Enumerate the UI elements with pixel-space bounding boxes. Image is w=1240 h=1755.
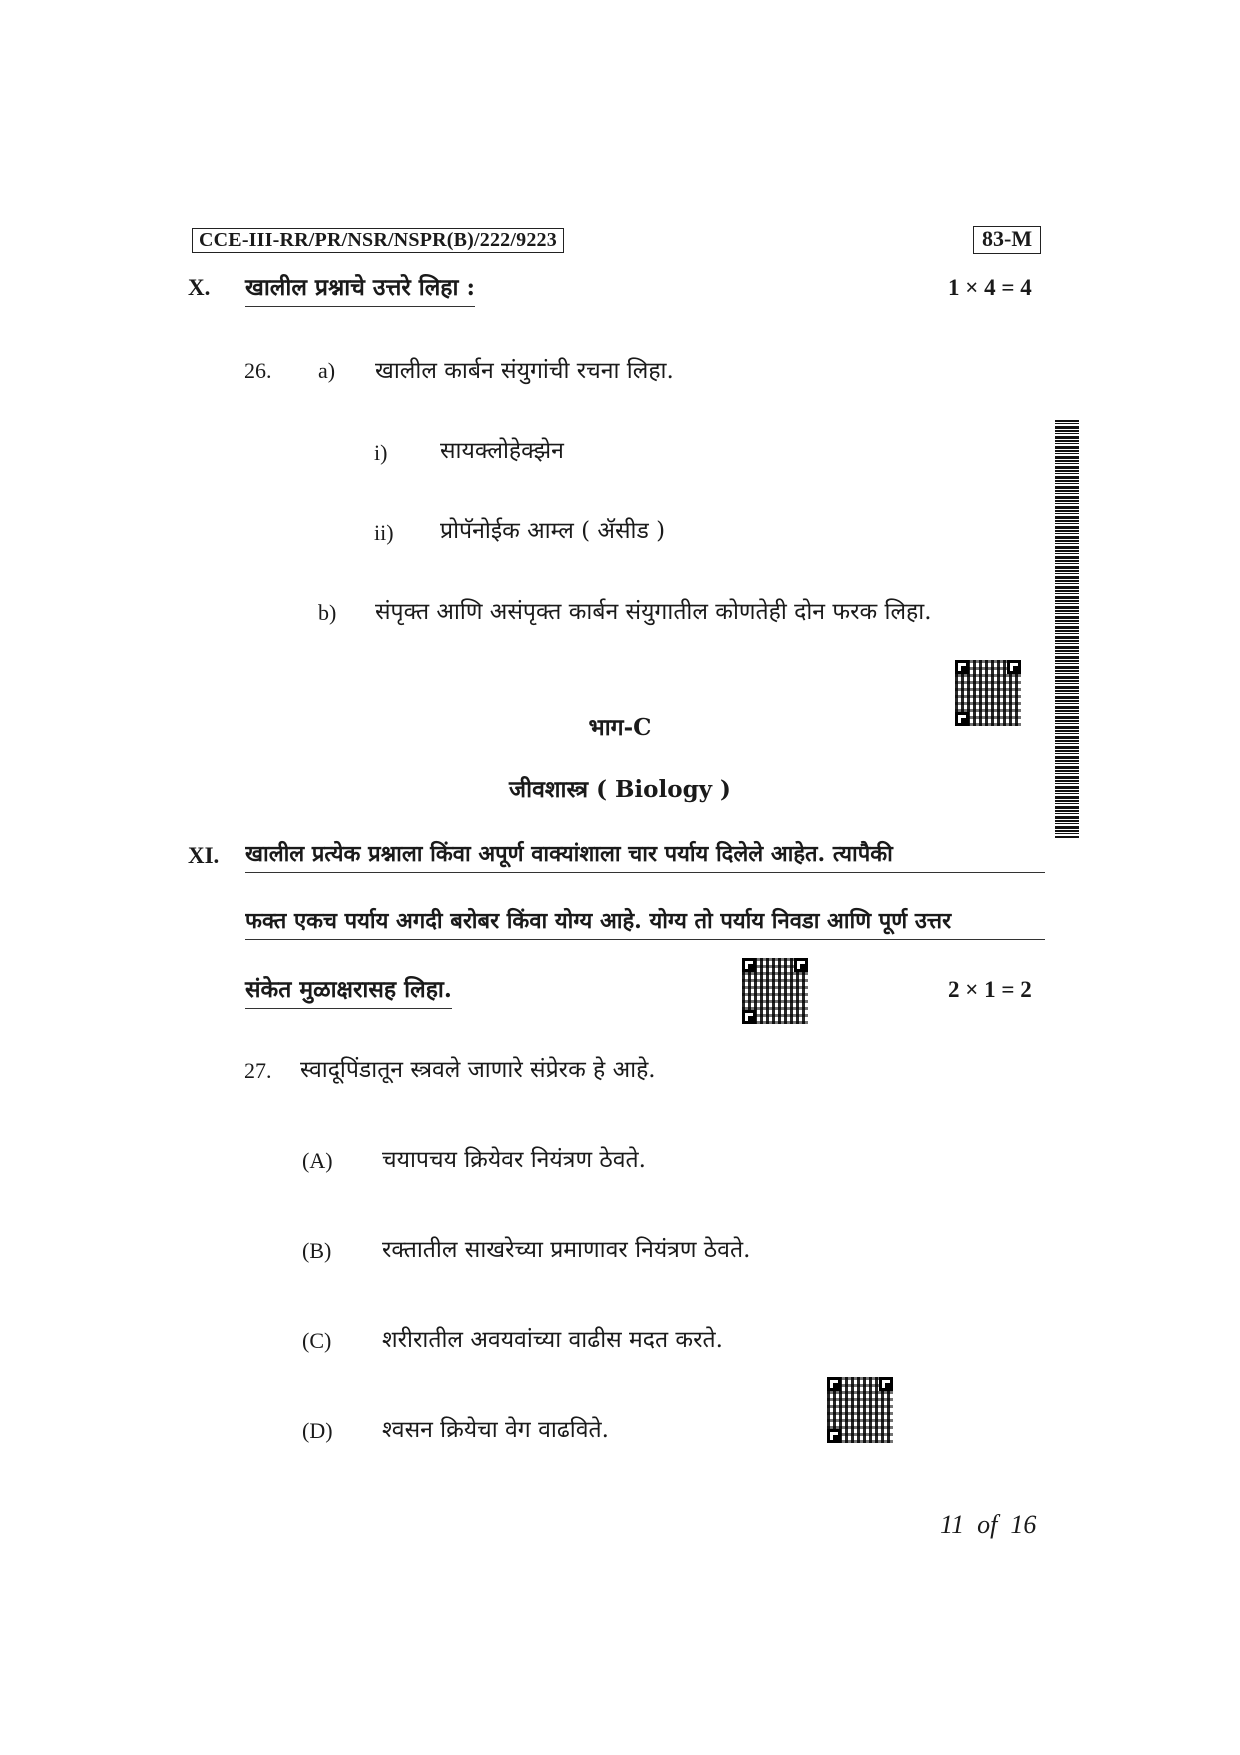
- section-x-number: X.: [188, 275, 211, 300]
- option-c-text: शरीरातील अवयवांच्या वाढीस मदत करते.: [382, 1327, 723, 1353]
- part-c-title: भाग-C: [588, 714, 652, 741]
- option-a-text: चयापचय क्रियेवर नियंत्रण ठेवते.: [382, 1147, 646, 1173]
- section-xi-line2: फक्त एकच पर्याय अगदी बरोबर किंवा योग्य आहे. योग्य तो पर्याय निवडा आणि पूर्ण उत्तर: [245, 905, 1045, 940]
- section-xi-line1: खालील प्रत्येक प्रश्नाला किंवा अपूर्ण वाक्यांशाला चार पर्याय दिलेले आहेत. त्यापैकी: [245, 838, 1045, 873]
- paper-code: 83-M: [973, 226, 1041, 254]
- q26-i-text: सायक्लोहेक्झेन: [440, 438, 564, 464]
- q26-ii-text: प्रोपॅनोईक आम्ल ( ॲसीड ): [440, 518, 666, 544]
- option-b-label: (B): [302, 1238, 332, 1263]
- q26-number: 26.: [244, 358, 272, 383]
- section-x-marks: 1 × 4 = 4: [948, 275, 1032, 300]
- exam-code: CCE-III-RR/PR/NSR/NSPR(B)/222/9223: [192, 228, 564, 253]
- part-c-subject: जीवशास्त्र ( Biology ): [509, 776, 731, 803]
- q27-text: स्वादूपिंडातून स्त्रवले जाणारे संप्रेरक हे आहे.: [300, 1057, 656, 1083]
- q26-b-label: b): [318, 600, 337, 625]
- q27-number: 27.: [244, 1058, 272, 1083]
- q26-b-text: संपृक्त आणि असंपृक्त कार्बन संयुगातील कोणतेही दोन फरक लिहा.: [375, 599, 932, 625]
- page-number: [940, 1510, 1036, 1540]
- option-c-label: (C): [302, 1328, 332, 1353]
- option-a-label: (A): [302, 1148, 333, 1173]
- section-xi-number: XI.: [188, 843, 220, 868]
- page-of: of: [977, 1510, 998, 1539]
- q26-a-label: a): [318, 358, 336, 383]
- qr-code-3: [827, 1377, 893, 1443]
- qr-code-2: [742, 958, 808, 1024]
- page-total: 16: [1010, 1510, 1037, 1539]
- q26-a-text: खालील कार्बन संयुगांची रचना लिहा.: [375, 358, 674, 384]
- option-d-label: (D): [302, 1418, 333, 1443]
- q26-i-label: i): [374, 440, 388, 465]
- q26-ii-label: ii): [374, 520, 394, 545]
- section-x-title: खालील प्रश्नाचे उत्तरे लिहा :: [245, 270, 475, 307]
- option-d-text: श्वसन क्रियेचा वेग वाढविते.: [382, 1417, 609, 1443]
- section-xi-marks: 2 × 1 = 2: [948, 977, 1032, 1002]
- option-b-text: रक्तातील साखरेच्या प्रमाणावर नियंत्रण ठेवते.: [382, 1237, 751, 1263]
- page-current: 11: [940, 1510, 965, 1539]
- section-xi-line3: संकेत मुळाक्षरासह लिहा.: [245, 972, 452, 1009]
